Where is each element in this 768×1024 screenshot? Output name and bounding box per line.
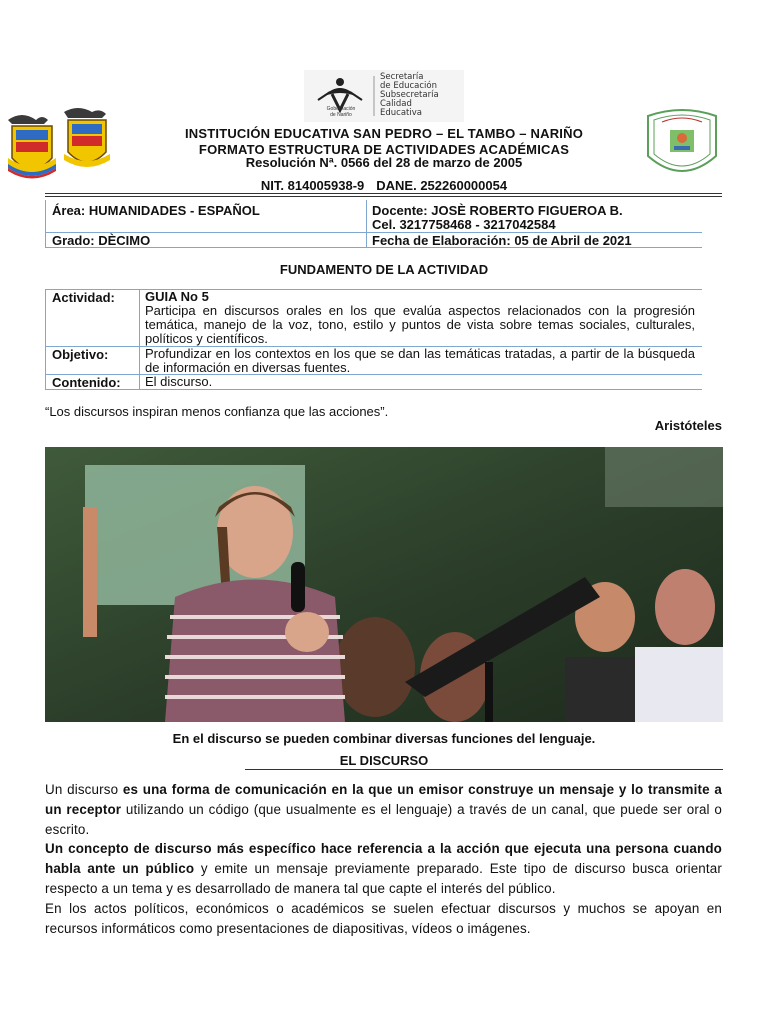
logo-line: Educativa: [380, 108, 422, 118]
table-line: [45, 289, 46, 390]
bold-run: es una forma de comunicación en la que un emisor construye un mensaje y lo transmite a un receptor: [45, 782, 722, 817]
secretaria-educacion-logo: [304, 70, 464, 122]
quote-author: Aristóteles: [654, 418, 722, 433]
docente-field: Docente: JOSÈ ROBERTO FIGUEROA B.: [372, 203, 623, 218]
fundamento-title: FUNDAMENTO DE LA ACTIVIDAD: [279, 262, 489, 277]
logo-line: de Educación: [380, 81, 437, 91]
objetivo-text: Profundizar en los contextos en los que se dan las temáticas tratadas, a partir de la búsqueda de información en diversas fuentes.: [145, 346, 695, 375]
logo-caption: de Nariño: [330, 112, 352, 118]
section-title: EL DISCURSO: [339, 753, 429, 768]
header-rule: [45, 193, 722, 194]
resolution-line: Resolución Nª. 0566 del 28 de marzo de 2005: [245, 155, 523, 170]
header-rule: [45, 196, 722, 197]
text-run: utilizando un código (que usualmente es el lenguaje) a través de un canal, que puede ser oral o escrito.: [45, 801, 722, 837]
quote: “Los discursos inspiran menos confianza que las acciones”.: [45, 404, 389, 419]
format-title: FORMATO ESTRUCTURA DE ACTIVIDADES ACADÉMICAS: [198, 142, 570, 157]
paragraph: [45, 839, 722, 898]
cel-field: Cel. 3217758468 - 3217042584: [372, 217, 556, 232]
actividad-text: Participa en discursos orales en los que evalúa aspectos relacionados con la progresión temática, manejo de la voz, tono, estilo y puntos de vista sobre temas sociales, culturales, políticos y científicos.: [145, 303, 695, 346]
logo-line: Secretaría: [380, 72, 424, 82]
table-line: [45, 200, 46, 248]
paragraph: [45, 780, 722, 839]
actividad-label: Actividad:: [52, 290, 115, 305]
text-run: Un discurso: [45, 782, 123, 797]
nit: NIT. 814005938-9: [260, 178, 365, 193]
contenido-label: Contenido:: [52, 375, 121, 390]
body-text: [45, 780, 722, 938]
logo-line: Calidad: [380, 99, 412, 109]
objetivo-label: Objetivo:: [52, 347, 109, 362]
area-field: Área: HUMANIDADES - ESPAÑOL: [52, 203, 260, 218]
table-line: [366, 200, 367, 248]
paragraph: En los actos políticos, económicos o académicos se suelen efectuar discursos y muchos se apoyan en recursos informáticos como presentaciones de diapositivas, vídeos o imágenes.: [45, 900, 722, 936]
logo-line: Subsecretaría: [380, 90, 439, 100]
table-line: [139, 289, 140, 390]
table-line: [45, 389, 702, 390]
photo-caption: En el discurso se pueden combinar diversas funciones del lenguaje.: [172, 731, 596, 746]
contenido-text: El discurso.: [145, 374, 213, 389]
logo-caption: Gobernación: [326, 106, 356, 112]
section-rule: [245, 769, 723, 770]
dane: DANE. 252260000054: [376, 178, 508, 193]
institution-title: INSTITUCIÓN EDUCATIVA SAN PEDRO – EL TAMBO – NARIÑO: [184, 126, 584, 141]
nit-dane-line: [0, 178, 768, 193]
text-run: y emite un mensaje previamente preparado. Este tipo de discurso busca orientar respecto a un tema y es desarrollado de manera tal que capte el interés del público.: [45, 861, 722, 896]
speaker-photo: [45, 447, 723, 722]
fecha-field: Fecha de Elaboración: 05 de Abril de 2021: [372, 233, 632, 248]
grado-field: Grado: DÈCIMO: [52, 233, 151, 248]
bold-run: Un concepto de discurso más específico hace referencia a la acción que ejecuta una persona cuando habla ante un público: [45, 841, 722, 877]
guia-number: GUIA No 5: [145, 289, 209, 304]
